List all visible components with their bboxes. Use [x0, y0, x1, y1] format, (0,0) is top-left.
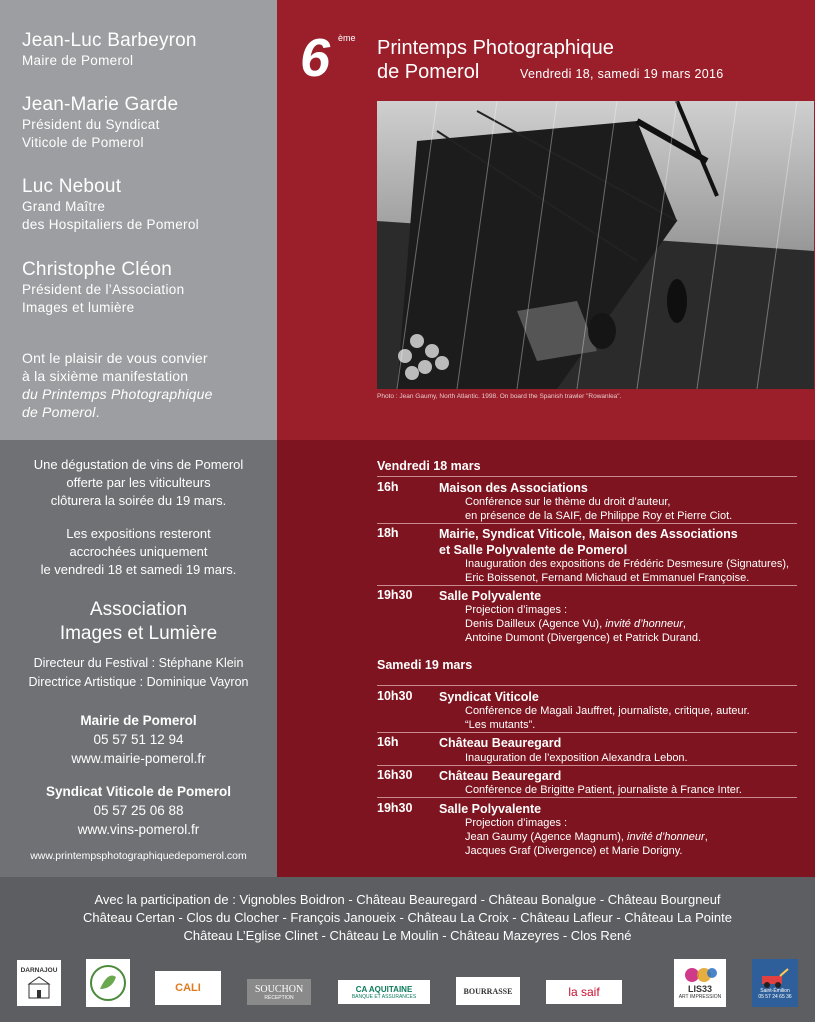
- separator: [377, 685, 797, 686]
- logo-text: CALI: [175, 982, 201, 994]
- color-splash-icon: [682, 966, 718, 984]
- saif-logo: [546, 980, 622, 1004]
- slot-time: 16h30: [377, 768, 413, 782]
- slot-desc-line: Conférence sur le thème du droit d’auteur,: [465, 496, 671, 508]
- invite-line: Ont le plaisir de vous convier: [22, 350, 208, 366]
- credit-agricole-logo: [338, 980, 430, 1004]
- expos-line: le vendredi 18 et samedi 19 mars.: [40, 562, 237, 577]
- tasting-line: clôturera la soirée du 19 mars.: [50, 493, 227, 508]
- contact-phone: 05 57 51 12 94: [93, 732, 184, 747]
- machinery-icon: [760, 966, 790, 988]
- slot-place-line: Mairie, Syndicat Viticole, Maison des Associations: [439, 527, 738, 541]
- invite-line: de Pomerol: [22, 404, 96, 420]
- host-1: [22, 30, 197, 70]
- logo-text: BOURRASSE: [463, 986, 513, 996]
- exhibitions-notice: [0, 525, 277, 579]
- logo-text: la saif: [568, 985, 600, 999]
- slot-place: Salle Polyvalente: [439, 802, 542, 816]
- slot-desc-line: Eric Boissenot, Fernand Michaud et Emmanuel Françoise.: [465, 572, 750, 584]
- separator: [377, 732, 797, 733]
- slot-desc-line: Conférence de Magali Jauffret, journaliste, critique, auteur.: [465, 705, 750, 717]
- tasting-line: Une dégustation de vins de Pomerol: [33, 457, 244, 472]
- host-role: Président du Syndicat: [22, 117, 160, 132]
- logo-text: DARNAJOU: [20, 966, 58, 974]
- slot-description: [465, 557, 789, 585]
- edition-number: 6: [300, 28, 331, 88]
- artistic-director: Directrice Artistique : Dominique Vayron: [28, 675, 249, 689]
- contact-website-link[interactable]: www.mairie-pomerol.fr: [71, 751, 206, 766]
- tasting-line: offerte par les viticulteurs: [66, 475, 211, 490]
- slot-time: 16h: [377, 735, 399, 749]
- contact-website-link[interactable]: www.vins-pomerol.fr: [77, 822, 200, 837]
- leaf-emblem-icon: [88, 963, 128, 1003]
- association-name: [0, 598, 277, 646]
- guest-of-honour: invité d’honneur: [605, 618, 683, 630]
- slot-desc-punct: ,: [704, 831, 708, 843]
- separator: [377, 797, 797, 798]
- logo-subtext: BANQUE ET ASSURANCES: [351, 993, 417, 1000]
- host-2: [22, 94, 178, 152]
- syndicat-contact: [0, 782, 277, 839]
- slot-desc-line: Projection d’images :: [465, 817, 568, 829]
- slot-time: 18h: [377, 526, 399, 540]
- souchon-logo: [247, 979, 311, 1005]
- slot-description: [465, 783, 742, 797]
- tradition-logo: [86, 959, 130, 1007]
- edition-superscript: ème: [338, 33, 356, 43]
- host-role: Images et lumière: [22, 300, 135, 315]
- chateau-icon: [26, 974, 52, 1000]
- slot-desc-line: Inauguration des expositions de Frédéric Desmesure (Signatures),: [465, 558, 790, 570]
- separator: [377, 585, 797, 586]
- slot-description: [465, 751, 688, 765]
- logo-text: LIS33: [687, 984, 712, 994]
- partners-line: Château L’Eglise Clinet - Château Le Moulin - Château Mazeyres - Clos René: [183, 928, 632, 943]
- slot-description: [465, 704, 750, 732]
- host-4: [22, 259, 184, 317]
- invite-line: à la sixième manifestation: [22, 368, 189, 384]
- slot-desc-line: Jacques Graf (Divergence) et Marie Dorigny.: [465, 845, 683, 857]
- partners-list: [0, 891, 815, 945]
- slot-desc-line: Projection d’images :: [465, 604, 568, 616]
- cali-logo: [155, 971, 221, 1005]
- event-dates: Vendredi 18, samedi 19 mars 2016: [520, 67, 724, 81]
- slot-place: Salle Polyvalente: [439, 589, 542, 603]
- slot-description: [465, 495, 732, 523]
- logo-text: SOUCHON: [254, 983, 304, 995]
- slot-desc-line: en présence de la SAIF, de Philippe Roy et Pierre Ciot.: [465, 510, 733, 522]
- saint-emilion-logo: [752, 959, 798, 1007]
- darnajou-logo: [17, 960, 61, 1006]
- slot-desc-line: Inauguration de l’exposition Alexandra Lebon.: [465, 752, 688, 764]
- expos-line: Les expositions resteront: [66, 526, 211, 541]
- logo-subtext: ART IMPRESSION: [678, 994, 722, 1000]
- event-title-line: Printemps Photographique: [377, 37, 614, 59]
- trawler-photo: [377, 101, 814, 389]
- host-role: Grand Maître: [22, 199, 106, 214]
- slot-desc-line: Antoine Dumont (Divergence) et Patrick Durand.: [465, 632, 701, 644]
- slot-desc-punct: ,: [682, 618, 686, 630]
- partners-line: Avec la participation de : Vignobles Boidron - Château Beauregard - Château Bonalgue - Château Bourgneuf: [94, 892, 721, 907]
- day-title-saturday: Samedi 19 mars: [377, 658, 473, 672]
- expos-line: accrochées uniquement: [69, 544, 208, 559]
- association-line: Association: [89, 599, 188, 620]
- host-role: Viticole de Pomerol: [22, 135, 144, 150]
- slot-time: 16h: [377, 480, 399, 494]
- host-role: Maire de Pomerol: [22, 53, 134, 68]
- logo-text: Saint-Émilion: [760, 988, 790, 994]
- slot-place: Château Beauregard: [439, 769, 562, 783]
- invite-punct: .: [95, 404, 100, 420]
- slot-description: [465, 603, 701, 645]
- festival-website-link[interactable]: www.printempsphotographiquedepomerol.com: [30, 850, 247, 862]
- guest-of-honour: invité d’honneur: [627, 831, 705, 843]
- contact-title: Syndicat Viticole de Pomerol: [45, 784, 232, 799]
- bourrasse-logo: [456, 977, 520, 1005]
- slot-place: [439, 526, 738, 558]
- lis33-logo: [674, 959, 726, 1007]
- separator: [377, 765, 797, 766]
- host-role: des Hospitaliers de Pomerol: [22, 217, 199, 232]
- host-name: Jean-Luc Barbeyron: [22, 30, 197, 51]
- association-line: Images et Lumière: [59, 623, 218, 644]
- separator: [377, 523, 797, 524]
- invitation-text: [22, 349, 267, 421]
- host-name: Luc Nebout: [22, 176, 122, 197]
- slot-time: 19h30: [377, 588, 413, 602]
- festival-credits: [0, 654, 277, 692]
- logo-subtext: 05 57 24 65 36: [758, 994, 792, 1000]
- photo-caption: Photo : Jean Gaumy, North Atlantic. 1998. On board the Spanish trawler "Rowanlea".: [377, 393, 622, 400]
- slot-time: 10h30: [377, 689, 413, 703]
- slot-desc-line: Conférence de Brigitte Patient, journaliste à France Inter.: [465, 784, 742, 796]
- contact-phone: 05 57 25 06 88: [93, 803, 184, 818]
- host-3: [22, 176, 199, 234]
- contact-title: Mairie de Pomerol: [80, 713, 197, 728]
- separator: [377, 476, 797, 477]
- slot-desc-part: Denis Dailleux (Agence Vu),: [465, 618, 606, 630]
- partners-line: Château Certan - Clos du Clocher - François Janoueix - Château La Croix - Château Lafleur - Château La Pointe: [83, 910, 732, 925]
- host-name: Jean-Marie Garde: [22, 94, 179, 115]
- logo-subtext: RÉCEPTION: [264, 994, 294, 1001]
- invite-line: du Printemps Photographique: [22, 386, 213, 402]
- slot-place: Maison des Associations: [439, 481, 588, 495]
- slot-place: Syndicat Viticole: [439, 690, 539, 704]
- tasting-notice: [0, 456, 277, 510]
- slot-description: [465, 816, 708, 858]
- event-title-line: de Pomerol: [377, 61, 480, 83]
- slot-place: Château Beauregard: [439, 736, 562, 750]
- logo-text: CA AQUITAINE: [355, 984, 413, 994]
- host-role: Président de l’Association: [22, 282, 185, 297]
- day-title-friday: Vendredi 18 mars: [377, 459, 481, 473]
- slot-time: 19h30: [377, 801, 413, 815]
- slot-place-line: et Salle Polyvalente de Pomerol: [439, 543, 628, 557]
- host-name: Christophe Cléon: [22, 259, 173, 280]
- festival-director: Directeur du Festival : Stéphane Klein: [33, 656, 244, 670]
- slot-desc-part: Jean Gaumy (Agence Magnum),: [465, 831, 628, 843]
- slot-desc-line: “Les mutants”.: [465, 719, 536, 731]
- mairie-contact: [0, 711, 277, 768]
